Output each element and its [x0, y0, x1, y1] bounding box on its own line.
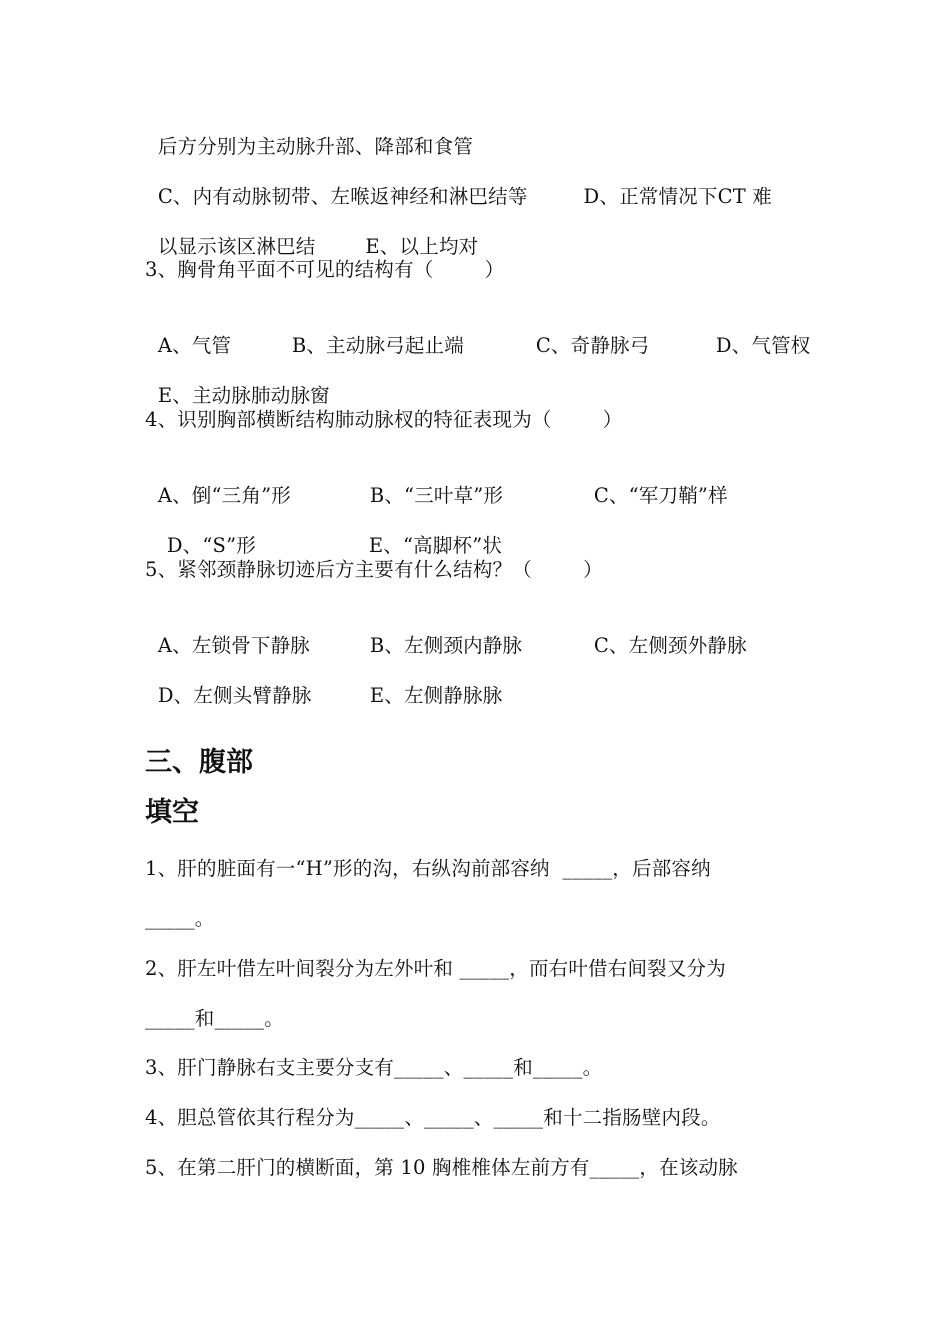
q5-option-b: B、左侧颈内静脉	[369, 634, 523, 657]
q5-option-a: A、左锁骨下静脉	[157, 634, 310, 657]
q5-option-c: C、左侧颈外静脉	[593, 634, 747, 657]
q2-option-e: E、以上均对	[365, 235, 479, 258]
q4-options-row-1	[145, 457, 728, 509]
q4-option-c: C、“军刀鞘”样	[593, 484, 728, 507]
q4-option-e: E、“高脚杯”状	[368, 534, 503, 557]
q4-option-a: A、倒“三角”形	[157, 484, 291, 507]
q3-option-b: B、主动脉弓起止端	[291, 334, 464, 357]
q2-option-c: C、内有动脉韧带、左喉返神经和淋巴结等	[157, 185, 528, 208]
section-title: 三、腹部	[145, 747, 253, 778]
q5-option-d: D、左侧头臂静脉	[157, 684, 312, 707]
q3-options-row-2	[145, 357, 330, 409]
q5-options-row-1	[145, 607, 747, 659]
q4-options-row-2	[154, 507, 502, 559]
subsection-title: 填空	[145, 797, 199, 828]
q3-option-a: A、气管	[157, 334, 232, 357]
q2-option-d-continued: 以显示该区淋巴结	[157, 235, 316, 258]
q4-option-d: D、“S”形	[166, 534, 256, 557]
fill-q4: 4、胆总管依其行程分为_____、_____、_____和十二指肠壁内段。	[145, 1106, 721, 1129]
fill-q5: 5、在第二肝门的横断面，第 10 胸椎椎体左前方有_____，在该动脉	[145, 1156, 738, 1179]
fill-q1-line-2: _____。	[145, 907, 215, 930]
fill-q3: 3、肝门静脉右支主要分支有_____、_____和_____。	[145, 1056, 603, 1079]
q3-options-row-1	[145, 307, 810, 359]
q4-stem: 4、识别胸部横断结构肺动脉杈的特征表现为（ ）	[145, 408, 623, 431]
q3-option-e: E、主动脉肺动脉窗	[157, 384, 330, 407]
fill-q2-line-2: _____和_____。	[145, 1007, 284, 1030]
q5-options-row-2	[145, 657, 502, 709]
fill-q2-line-1: 2、肝左叶借左叶间裂分为左外叶和 _____，而右叶借右间裂又分为	[145, 957, 726, 980]
q3-stem: 3、胸骨角平面不可见的结构有（ ）	[145, 258, 505, 281]
q2-continued-line	[145, 108, 473, 160]
q2-stem-continuation: 后方分别为主动脉升部、降部和食管	[157, 135, 474, 158]
q2-options-row-2	[145, 208, 478, 260]
q5-stem: 5、紧邻颈静脉切迹后方主要有什么结构？（ ）	[145, 558, 603, 581]
q3-option-d: D、气管杈	[715, 334, 811, 357]
q4-option-b: B、“三叶草”形	[369, 484, 504, 507]
q2-option-d: D、正常情况下CT 难	[583, 185, 773, 208]
q2-options-row-1	[145, 158, 772, 210]
fill-q1-line-1: 1、肝的脏面有一“H”形的沟，右纵沟前部容纳 _____，后部容纳	[145, 857, 711, 880]
q3-option-c: C、奇静脉弓	[535, 334, 650, 357]
q5-option-e: E、左侧静脉脉	[369, 684, 503, 707]
